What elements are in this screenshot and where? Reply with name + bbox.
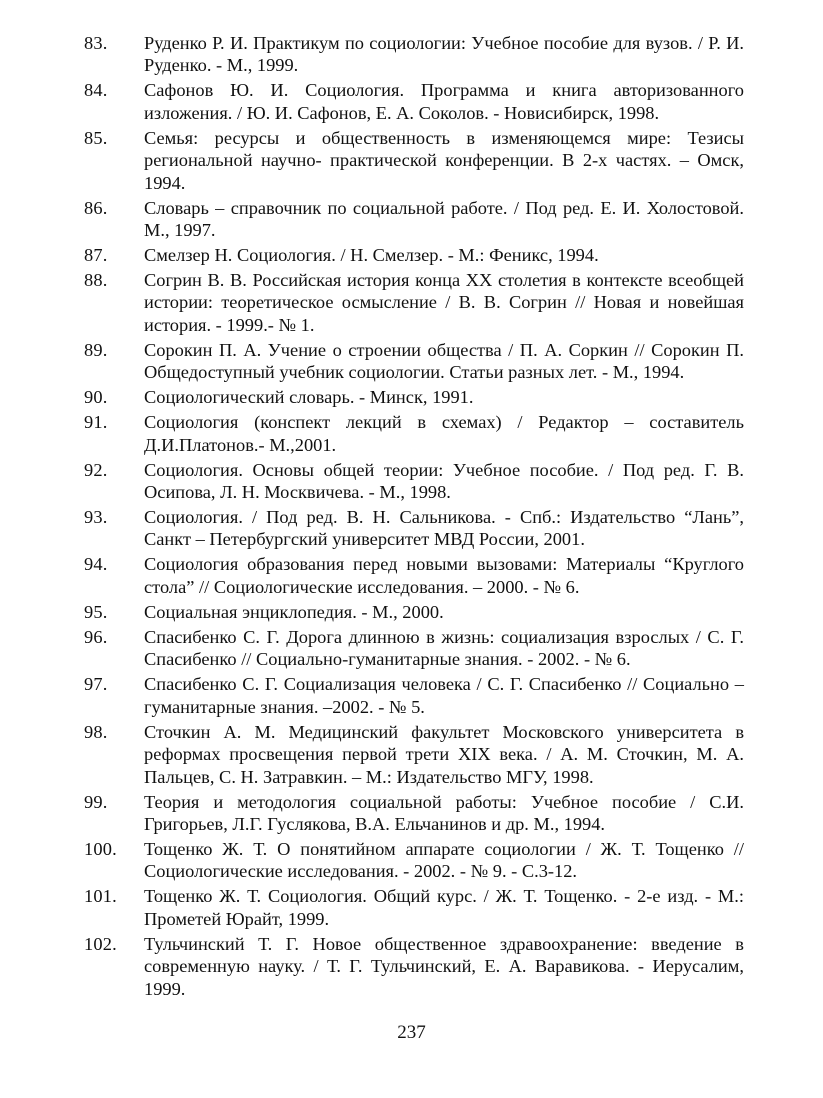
entry-number: 95. — [84, 601, 108, 622]
entry-number: 92. — [84, 459, 108, 480]
entry-number: 96. — [84, 626, 108, 647]
bibliography-entry — [84, 386, 744, 408]
entry-number: 99. — [84, 791, 108, 812]
bibliography-entry — [84, 838, 744, 883]
bibliography-entry — [84, 601, 744, 623]
entry-text: Руденко Р. И. Практикум по социологии: Учебное пособие для вузов. / Р. И. Руденко. - М., 1999. — [144, 33, 744, 76]
entry-text: Словарь – справочник по социальной работе. / Под ред. Е. И. Холостовой. М., 1997. — [144, 197, 744, 241]
entry-text: Семья: ресурсы и общественность в изменяющемся мире: Тезисы региональной научно- практической конференции. В 2-х частях. – Омск, 1994. — [144, 127, 744, 193]
entry-text: Сорокин П. А. Учение о строении общества / П. А. Соркин // Сорокин П. Общедоступный учебник социологии. Статьи разных лет. - М., 1994. — [144, 339, 744, 383]
bibliography-entry — [84, 32, 744, 77]
entry-text: Социология образования перед новыми вызовами: Материалы “Круглого стола” // Социологические исследования. – 2000. - № 6. — [144, 554, 744, 597]
entry-number: 98. — [84, 721, 108, 742]
entry-text: Сафонов Ю. И. Социология. Программа и книга авторизованного изложения. / Ю. И. Сафонов, Е. А. Соколов. - Новисибирск, 1998. — [144, 80, 744, 123]
entry-number: 93. — [84, 507, 108, 528]
bibliography-entry — [84, 506, 744, 551]
bibliography-entry — [84, 553, 744, 598]
entry-text: Социология. Основы общей теории: Учебное пособие. / Под ред. Г. В. Осипова, Л. Н. Москвичева. - М., 1998. — [144, 459, 744, 503]
bibliography-entry — [84, 721, 744, 788]
bibliography-entry — [84, 673, 744, 718]
entry-number: 86. — [84, 197, 108, 218]
entry-text: Социологический словарь. - Минск, 1991. — [144, 387, 474, 408]
entry-number: 101. — [84, 886, 117, 907]
entry-text: Тощенко Ж. Т. Социология. Общий курс. / Ж. Т. Тощенко. - 2-е изд. - М.: Прометей Юрайт, 1999. — [144, 886, 744, 929]
entry-number: 85. — [84, 127, 108, 148]
bibliography-entry — [84, 791, 744, 836]
entry-text: Социология (конспект лекций в схемах) / Редактор – составитель Д.И.Платонов.- М.,2001. — [144, 412, 744, 455]
entry-text: Тощенко Ж. Т. О понятийном аппарате социологии / Ж. Т. Тощенко // Социологические исследования. - 2002. - № 9. - С.3-12. — [144, 838, 744, 882]
bibliography-entry — [84, 626, 744, 671]
bibliography-entry — [84, 885, 744, 930]
entry-text: Спасибенко С. Г. Дорога длинною в жизнь: социализация взрослых / С. Г. Спасибенко // Социально-гуманитарные знания. - 2002. - № 6. — [144, 626, 744, 670]
bibliography-entry — [84, 933, 744, 1000]
bibliography-entry — [84, 197, 744, 242]
entry-text: Смелзер Н. Социология. / Н. Смелзер. - М.: Феникс, 1994. — [144, 245, 599, 266]
entry-text: Социальная энциклопедия. - М., 2000. — [144, 601, 444, 622]
entry-text: Согрин В. В. Российская история конца XX столетия в контексте всеобщей истории: теоретическое осмысление / В. В. Согрин // Новая и новейшая история. - 1999.- № 1. — [144, 270, 744, 335]
bibliography-list — [84, 32, 744, 1003]
bibliography-entry — [84, 79, 744, 124]
entry-number: 91. — [84, 412, 108, 433]
entry-text: Теория и методология социальной работы: Учебное пособие / С.И. Григорьев, Л.Г. Гуслякова, В.А. Ельчанинов и др. М., 1994. — [144, 791, 744, 834]
entry-number: 90. — [84, 387, 108, 408]
entry-text: Сточкин А. М. Медицинский факультет Московского университета в реформах просвещения первой трети XIX века. / А. М. Сточкин, М. А. Пальцев, С. Н. Затравкин. – М.: Издательство МГУ, 1998. — [144, 721, 744, 787]
entry-text: Социология. / Под ред. В. Н. Сальникова. - Спб.: Издательство “Лань”, Санкт – Петербургский университет МВД России, 2001. — [144, 507, 744, 550]
entry-number: 97. — [84, 674, 108, 695]
bibliography-entry — [84, 127, 744, 194]
entry-number: 88. — [84, 270, 108, 291]
bibliography-entry — [84, 339, 744, 384]
entry-text: Спасибенко С. Г. Социализация человека / С. Г. Спасибенко // Социально – гуманитарные знания. –2002. - № 5. — [144, 674, 744, 717]
entry-number: 89. — [84, 339, 108, 360]
bibliography-entry — [84, 244, 744, 266]
bibliography-entry — [84, 459, 744, 504]
page-number: 237 — [397, 1022, 426, 1043]
bibliography-entry — [84, 411, 744, 456]
entry-number: 87. — [84, 245, 108, 266]
entry-text: Тульчинский Т. Г. Новое общественное здравоохранение: введение в современную науку. / Т. Г. Тульчинский, Е. А. Варавикова. - Иерусалим, 1999. — [144, 933, 744, 999]
entry-number: 83. — [84, 33, 108, 53]
entry-number: 102. — [84, 933, 117, 954]
entry-number: 94. — [84, 554, 108, 575]
entry-number: 84. — [84, 80, 108, 101]
entry-number: 100. — [84, 838, 117, 859]
bibliography-entry — [84, 269, 744, 336]
